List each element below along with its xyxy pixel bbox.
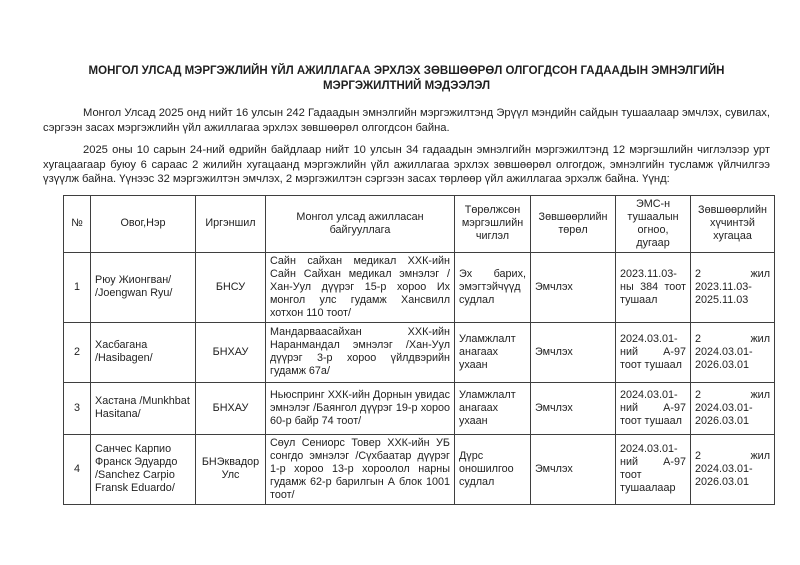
cell-organization: Ньюспринг ХХК-ийн Дорнын увидас эмнэлэг /Баянгол дүүрэг 19-р хороо 60-р байр 74 тоот/ bbox=[266, 382, 455, 434]
column-header-organization: Монгол улсад ажилласан байгууллага bbox=[266, 195, 455, 252]
cell-validity: 2 жил 2024.03.01-2026.03.01 bbox=[691, 322, 775, 382]
cell-name: Рюу Жионгван/ /Joengwan Ryu/ bbox=[91, 252, 196, 322]
cell-name: Хастана /Munkhbat Hasitana/ bbox=[91, 382, 196, 434]
cell-name: Санчес Карпио Франск Эдуардо /Sanchez Carpio Fransk Eduardo/ bbox=[91, 434, 196, 504]
cell-validity: 2 жил 2024.03.01-2026.03.01 bbox=[691, 434, 775, 504]
cell-order-date: 2024.03.01-ний А-97 тоот тушаал bbox=[616, 382, 691, 434]
cell-order-date: 2024.03.01-ний А-97 тоот тушаалаар bbox=[616, 434, 691, 504]
cell-number: 2 bbox=[64, 322, 91, 382]
cell-organization: Сайн сайхан медикал ХХК-ийн Сайн Сайхан медикал эмнэлэг /Хан-Уул дүүрэг 15-р хороо Их монгол улс гудамж Хансвилл хотхон 110 тоот/ bbox=[266, 252, 455, 322]
table-header-row bbox=[64, 195, 775, 252]
cell-organization: Сөул Сениорс Товер ХХК-ийн УБ сонгдо эмнэлэг /Сүхбаатар дүүрэг 1-р хороо 13-р хороолол нарны гудамж 62-р барилгын А блок 1001 тоот/ bbox=[266, 434, 455, 504]
column-header-specialization: Төрөлжсөн мэргэшлийн чиглэл bbox=[455, 195, 531, 252]
cell-validity: 2 жил 2024.03.01-2026.03.01 bbox=[691, 382, 775, 434]
cell-number: 1 bbox=[64, 252, 91, 322]
cell-number: 3 bbox=[64, 382, 91, 434]
cell-organization: Мандарваасайхан ХХК-ийн Наранмандал эмнэлэг /Хан-Уул дүүрэг 3-р хороо үйлдвэрийн гудамж 67а/ bbox=[266, 322, 455, 382]
column-header-validity: Зөвшөөрлийн хүчинтэй хугацаа bbox=[691, 195, 775, 252]
table-row bbox=[64, 382, 775, 434]
column-header-name: Овог,Нэр bbox=[91, 195, 196, 252]
cell-name: Хасбагана /Hasibagen/ bbox=[91, 322, 196, 382]
cell-order-date: 2024.03.01-ний А-97 тоот тушаал bbox=[616, 322, 691, 382]
cell-citizenship: БНХАУ bbox=[196, 322, 266, 382]
specialists-table bbox=[63, 195, 775, 505]
cell-permit-type: Эмчлэх bbox=[531, 382, 616, 434]
column-header-order-date: ЭМС-н тушаалын огноо, дугаар bbox=[616, 195, 691, 252]
intro-paragraph-2: 2025 оны 10 сарын 24-ний өдрийн байдлаар нийт 10 улсын 34 гадаадын эмнэлгийн мэргэжилтэнд 12 мэргэшлийн чиглэлээр урт хугацаагаар буюу 6 сараас 2 жилийн хугацаанд мэргэжлийн үйл ажиллагаа эрхлэх зөвшөөрөл олгогдож, эмнэлгийн тусламж үйлчилгээ үзүүлж байна. Үүнээс 32 мэргэжилтэн эмчлэх, 2 мэргэжилтэн сэргээн засах төрлөөр үйл ажиллагаа эрхэлж байна. Үүнд: bbox=[43, 144, 770, 186]
cell-permit-type: Эмчлэх bbox=[531, 252, 616, 322]
column-header-number: № bbox=[64, 195, 91, 252]
column-header-citizenship: Иргэншил bbox=[196, 195, 266, 252]
cell-citizenship: БНСУ bbox=[196, 252, 266, 322]
cell-specialization: Уламжлалт анагаах ухаан bbox=[455, 322, 531, 382]
cell-permit-type: Эмчлэх bbox=[531, 434, 616, 504]
cell-citizenship: БНХАУ bbox=[196, 382, 266, 434]
document-title: МОНГОЛ УЛСАД МЭРГЭЖЛИЙН ҮЙЛ АЖИЛЛАГАА ЭРХЛЭХ ЗӨВШӨӨРӨЛ ОЛГОГДСОН ГАДААДЫН ЭМНЭЛГИЙН МЭРГЭЖИЛТНИЙ МЭДЭЭЛЭЛ bbox=[88, 65, 725, 92]
column-header-permit-type: Зөвшөөрлийн төрөл bbox=[531, 195, 616, 252]
cell-citizenship: БНЭквадор Улс bbox=[196, 434, 266, 504]
cell-order-date: 2023.11.03-ны 384 тоот тушаал bbox=[616, 252, 691, 322]
table-row bbox=[64, 322, 775, 382]
table-row bbox=[64, 252, 775, 322]
cell-specialization: Эх барих, эмэгтэйчүүд судлал bbox=[455, 252, 531, 322]
intro-paragraph-1: Монгол Улсад 2025 онд нийт 16 улсын 242 Гадаадын эмнэлгийн мэргэжилтэнд Эрүүл мэндийн сайдын тушаалаар эмчлэх, сувилах, сэргээн засах мэргэжлийн үйл ажиллагаа эрхлэх зөвшөөрөл олгогдсон байна. bbox=[43, 107, 770, 134]
cell-validity: 2 жил 2023.11.03-2025.11.03 bbox=[691, 252, 775, 322]
cell-permit-type: Эмчлэх bbox=[531, 322, 616, 382]
cell-specialization: Дүрс оношилгоо судлал bbox=[455, 434, 531, 504]
cell-specialization: Уламжлалт анагаах ухаан bbox=[455, 382, 531, 434]
cell-number: 4 bbox=[64, 434, 91, 504]
table-row bbox=[64, 434, 775, 504]
